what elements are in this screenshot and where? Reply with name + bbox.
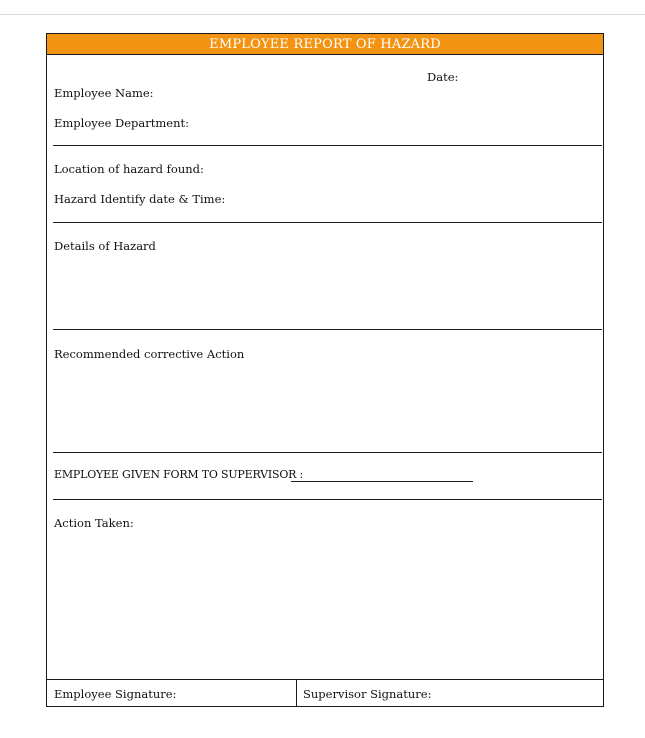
employee-department-label: Employee Department: [54,116,190,130]
signature-column-divider [296,679,297,707]
section-divider-2 [53,222,602,223]
recommended-action-label: Recommended corrective Action [54,347,245,361]
location-of-hazard-label: Location of hazard found: [54,162,204,176]
section-divider-1 [53,145,602,146]
employee-signature-label: Employee Signature: [54,687,177,701]
form-header-bar [47,34,603,55]
supervisor-signature-label: Supervisor Signature: [303,687,432,701]
action-taken-label: Action Taken: [54,516,134,530]
supervisor-name-field[interactable] [291,481,473,482]
form-title: EMPLOYEE REPORT OF HAZARD [209,36,441,52]
section-divider-3 [53,329,602,330]
signature-row-divider [47,679,603,680]
section-divider-5 [53,499,602,500]
employee-name-label: Employee Name: [54,86,154,100]
given-to-supervisor-label: EMPLOYEE GIVEN FORM TO SUPERVISOR : [54,468,304,481]
section-divider-4 [53,452,602,453]
details-of-hazard-label: Details of Hazard [54,239,156,253]
page-top-rule [0,14,645,15]
hazard-report-form [46,33,604,707]
hazard-identify-datetime-label: Hazard Identify date & Time: [54,192,226,206]
date-label: Date: [427,70,459,84]
